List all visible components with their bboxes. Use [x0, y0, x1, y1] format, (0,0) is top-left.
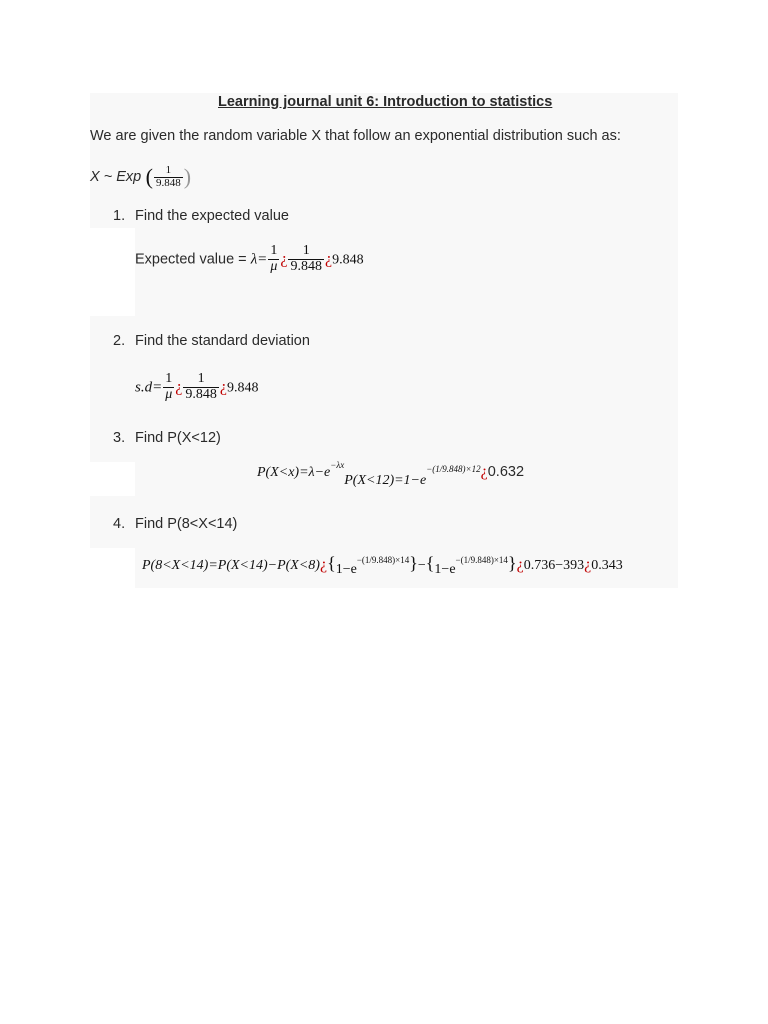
- list-item-1: [113, 208, 289, 224]
- expected-value-formula: Expected value = λ= $\frac{1}{\mu}$ ¿ $\frac{1}{9.848}$ ¿9.848: [135, 243, 364, 274]
- page-title: Learning journal unit 6: Introduction to statistics: [218, 94, 553, 110]
- list-item-number: 3.: [113, 430, 126, 446]
- std-dev-formula: s.d= $\frac{1}{\mu}$ ¿ $\frac{1}{9.848}$ ¿9.848: [135, 371, 259, 402]
- list-item-2: [113, 333, 310, 349]
- list-item-text: Find the standard deviation: [135, 333, 310, 349]
- list-item-4: [113, 516, 238, 532]
- indent-gap-2: [90, 462, 135, 496]
- distribution-formula: X ~ Exp ( $\frac{1}{9.848}$ ): [90, 163, 192, 189]
- list-item-number: 4.: [113, 516, 126, 532]
- list-item-text: Find P(8<X<14): [135, 516, 238, 532]
- indent-gap-3: [90, 548, 135, 588]
- p-x-less-12-formula: $P(X<x)=\lambda-e^{-\lambda x}P(X<12)=1-e^{-(1/9.848)\times 12}¿0.632$: [257, 460, 525, 488]
- p-8-x-14-formula: $P(8<X<14)=P(X<14)-P(X<8)¿\{1-e^{-(1/9.848)\times 14}\}-\{1-e^{-(1/9.848)\times 14}\}¿0.736-393¿0.343$: [142, 553, 623, 577]
- list-item-number: 2.: [113, 333, 126, 349]
- list-item-text: Find the expected value: [135, 208, 289, 224]
- list-item-text: Find P(X<12): [135, 430, 221, 446]
- dist-fraction: $\frac{1}{9.848}$: [155, 163, 181, 189]
- indent-gap-1: [90, 228, 135, 316]
- intro-text: We are given the random variable X that follow an exponential distribution such as:: [90, 128, 621, 144]
- dist-lhs: X ~ Exp: [90, 169, 142, 186]
- list-item-number: 1.: [113, 208, 126, 224]
- list-item-3: [113, 430, 221, 446]
